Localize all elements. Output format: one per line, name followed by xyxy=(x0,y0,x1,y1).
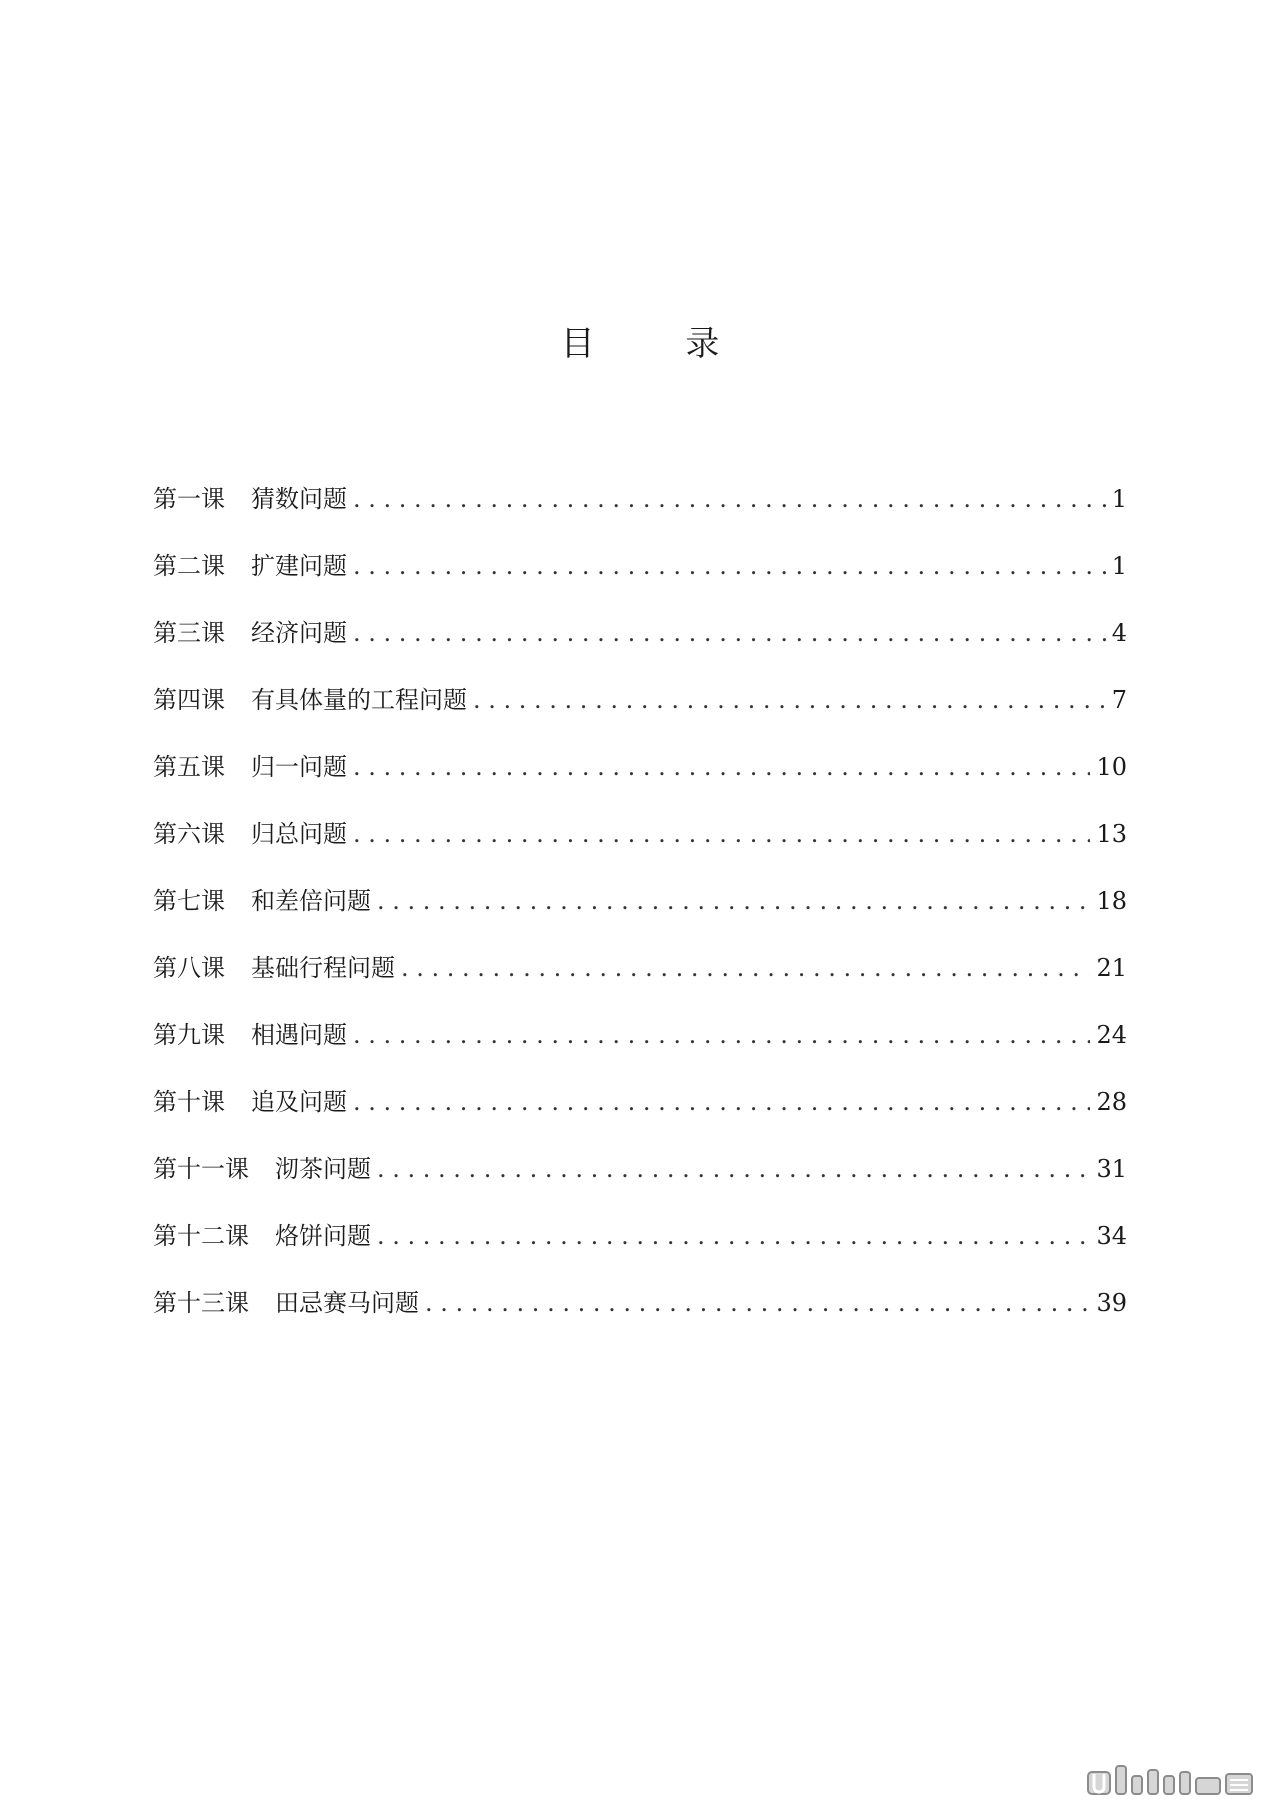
dot-leader xyxy=(353,1020,1090,1050)
toc-entry xyxy=(153,1020,1127,1087)
toc-entry xyxy=(153,618,1127,685)
toc-entry xyxy=(153,819,1127,886)
lesson-number: 第一课 xyxy=(153,485,225,513)
dot-leader xyxy=(353,752,1090,782)
lesson-topic: 追及问题 xyxy=(251,1088,347,1116)
lesson-topic: 相遇问题 xyxy=(251,1021,347,1049)
page-number: 7 xyxy=(1111,686,1127,714)
page-number: 1 xyxy=(1111,485,1127,513)
page-number: 1 xyxy=(1111,552,1127,580)
toc-entry xyxy=(153,484,1127,551)
lesson-number: 第七课 xyxy=(153,887,225,915)
lesson-number: 第四课 xyxy=(153,686,225,714)
lesson-number: 第三课 xyxy=(153,619,225,647)
lesson-number: 第十三课 xyxy=(153,1289,249,1317)
toc-list xyxy=(153,484,1127,1355)
watermark-logo xyxy=(1086,1762,1256,1796)
dot-leader xyxy=(377,886,1090,916)
page-number: 31 xyxy=(1096,1155,1127,1183)
lesson-topic: 经济问题 xyxy=(251,619,347,647)
toc-entry xyxy=(153,953,1127,1020)
toc-entry xyxy=(153,1087,1127,1154)
lesson-number: 第十课 xyxy=(153,1088,225,1116)
page-number: 28 xyxy=(1096,1088,1127,1116)
lesson-number: 第十一课 xyxy=(153,1155,249,1183)
toc-entry xyxy=(153,685,1127,752)
watermark-icon xyxy=(1086,1762,1256,1796)
lesson-number: 第八课 xyxy=(153,954,225,982)
toc-entry xyxy=(153,1154,1127,1221)
page-number: 10 xyxy=(1096,753,1127,781)
lesson-topic: 归总问题 xyxy=(251,820,347,848)
lesson-number: 第六课 xyxy=(153,820,225,848)
lesson-number: 第五课 xyxy=(153,753,225,781)
lesson-topic: 烙饼问题 xyxy=(275,1222,371,1250)
lesson-topic: 田忌赛马问题 xyxy=(275,1289,419,1317)
lesson-topic: 和差倍问题 xyxy=(251,887,371,915)
lesson-number: 第九课 xyxy=(153,1021,225,1049)
dot-leader xyxy=(473,685,1106,715)
lesson-number: 第十二课 xyxy=(153,1222,249,1250)
toc-entry xyxy=(153,1288,1127,1355)
dot-leader xyxy=(353,484,1106,514)
page-number: 34 xyxy=(1096,1222,1127,1250)
lesson-topic: 扩建问题 xyxy=(251,552,347,580)
page-number: 39 xyxy=(1096,1289,1127,1317)
toc-entry xyxy=(153,886,1127,953)
dot-leader xyxy=(353,618,1106,648)
toc-entry xyxy=(153,1221,1127,1288)
dot-leader xyxy=(377,1221,1090,1251)
page-number: 21 xyxy=(1096,954,1127,982)
dot-leader xyxy=(353,819,1090,849)
lesson-topic: 猜数问题 xyxy=(251,485,347,513)
page-number: 13 xyxy=(1096,820,1127,848)
page-number: 24 xyxy=(1096,1021,1127,1049)
dot-leader xyxy=(401,953,1090,983)
toc-entry xyxy=(153,752,1127,819)
toc-title: 目 录 xyxy=(560,324,760,364)
dot-leader xyxy=(353,551,1106,581)
lesson-topic: 归一问题 xyxy=(251,753,347,781)
lesson-topic: 基础行程问题 xyxy=(251,954,395,982)
dot-leader xyxy=(377,1154,1090,1184)
dot-leader xyxy=(353,1087,1090,1117)
lesson-topic: 有具体量的工程问题 xyxy=(251,686,467,714)
toc-entry xyxy=(153,551,1127,618)
page-number: 18 xyxy=(1096,887,1127,915)
lesson-number: 第二课 xyxy=(153,552,225,580)
lesson-topic: 沏茶问题 xyxy=(275,1155,371,1183)
dot-leader xyxy=(425,1288,1090,1318)
page-number: 4 xyxy=(1111,619,1127,647)
